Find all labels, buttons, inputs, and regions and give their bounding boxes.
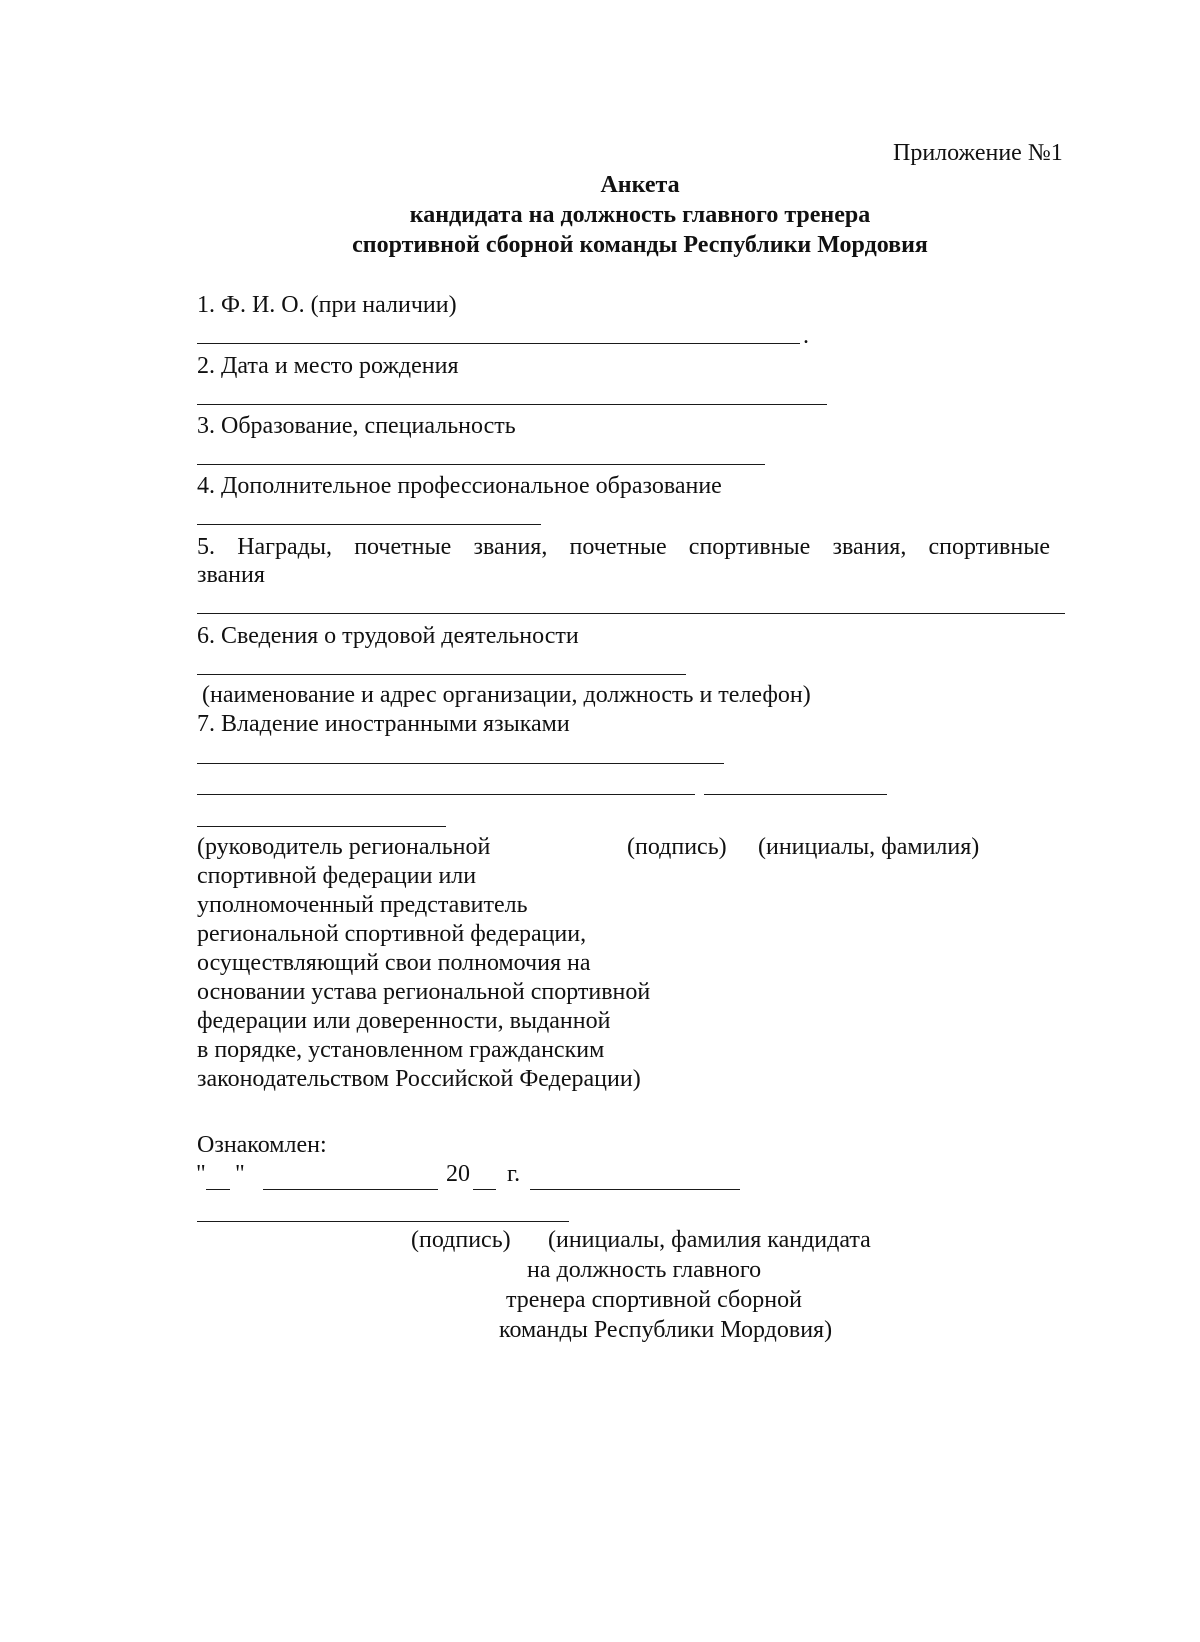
candidate-signature-label: (подпись) (411, 1227, 511, 1253)
annex-label: Приложение №1 (893, 140, 1063, 166)
head-description-line-2: спортивной федерации или (197, 863, 477, 889)
candidate-name-line-3: тренера спортивной сборной (506, 1287, 802, 1313)
field-7-line-2[interactable] (197, 794, 695, 795)
field-1-line-dot: . (803, 323, 809, 349)
field-1-line[interactable] (197, 343, 800, 344)
date-day-field[interactable] (206, 1189, 230, 1190)
form-title: Анкета (600, 172, 680, 198)
field-6-hint: (наименование и адрес организации, должность и телефон) (202, 682, 811, 708)
head-description-line-4: региональной спортивной федерации, (197, 921, 587, 947)
head-signature-label: (подпись) (627, 834, 727, 860)
head-description-line-7: федерации или доверенности, выданной (197, 1008, 611, 1034)
date-quote-close: " (235, 1161, 245, 1187)
field-6-line[interactable] (197, 674, 686, 675)
field-4-line[interactable] (197, 524, 541, 525)
field-3-line[interactable] (197, 464, 765, 465)
date-quote-open: " (196, 1161, 206, 1187)
head-description-line-6: основании устава региональной спортивной (197, 979, 651, 1005)
date-year-suffix: г. (507, 1161, 521, 1187)
field-7-line-2b[interactable] (704, 794, 887, 795)
head-description-line-3: уполномоченный представитель (197, 892, 528, 918)
field-4-label: 4. Дополнительное профессиональное образование (197, 473, 722, 499)
form-subtitle-line-1: кандидата на должность главного тренера (409, 202, 871, 228)
date-year-prefix: 20 (446, 1161, 470, 1187)
field-2-line[interactable] (197, 404, 827, 405)
candidate-name-line-1: (инициалы, фамилия кандидата (548, 1227, 871, 1253)
head-name-label: (инициалы, фамилия) (758, 834, 980, 860)
field-7-label: 7. Владение иностранными языками (197, 711, 570, 737)
field-5-label-line-2: звания (197, 562, 265, 588)
date-month-field[interactable] (263, 1189, 438, 1190)
field-7-line-1[interactable] (197, 763, 724, 764)
head-description-line-1: (руководитель региональной (197, 834, 491, 860)
acknowledged-label: Ознакомлен: (197, 1132, 327, 1158)
form-subtitle-line-2: спортивной сборной команды Республики Мордовия (352, 232, 928, 258)
field-1-label: 1. Ф. И. О. (при наличии) (197, 292, 457, 318)
field-5-line[interactable] (197, 613, 1065, 614)
field-6-label: 6. Сведения о трудовой деятельности (197, 623, 579, 649)
field-2-label: 2. Дата и место рождения (197, 353, 459, 379)
candidate-name-line-2: на должность главного (527, 1257, 762, 1283)
candidate-extra-field[interactable] (530, 1189, 740, 1190)
head-description-line-5: осуществляющий свои полномочия на (197, 950, 591, 976)
candidate-signature-line[interactable] (197, 1221, 569, 1222)
date-year-field[interactable] (473, 1189, 496, 1190)
head-description-line-8: в порядке, установленном гражданским (197, 1037, 605, 1063)
field-5-label-line-1: 5. Награды, почетные звания, почетные спортивные звания, спортивные (197, 534, 1050, 560)
head-description-line-9: законодательством Российской Федерации) (197, 1066, 641, 1092)
candidate-name-line-4: команды Республики Мордовия) (499, 1317, 833, 1343)
field-3-label: 3. Образование, специальность (197, 413, 516, 439)
head-signature-line[interactable] (197, 826, 446, 827)
